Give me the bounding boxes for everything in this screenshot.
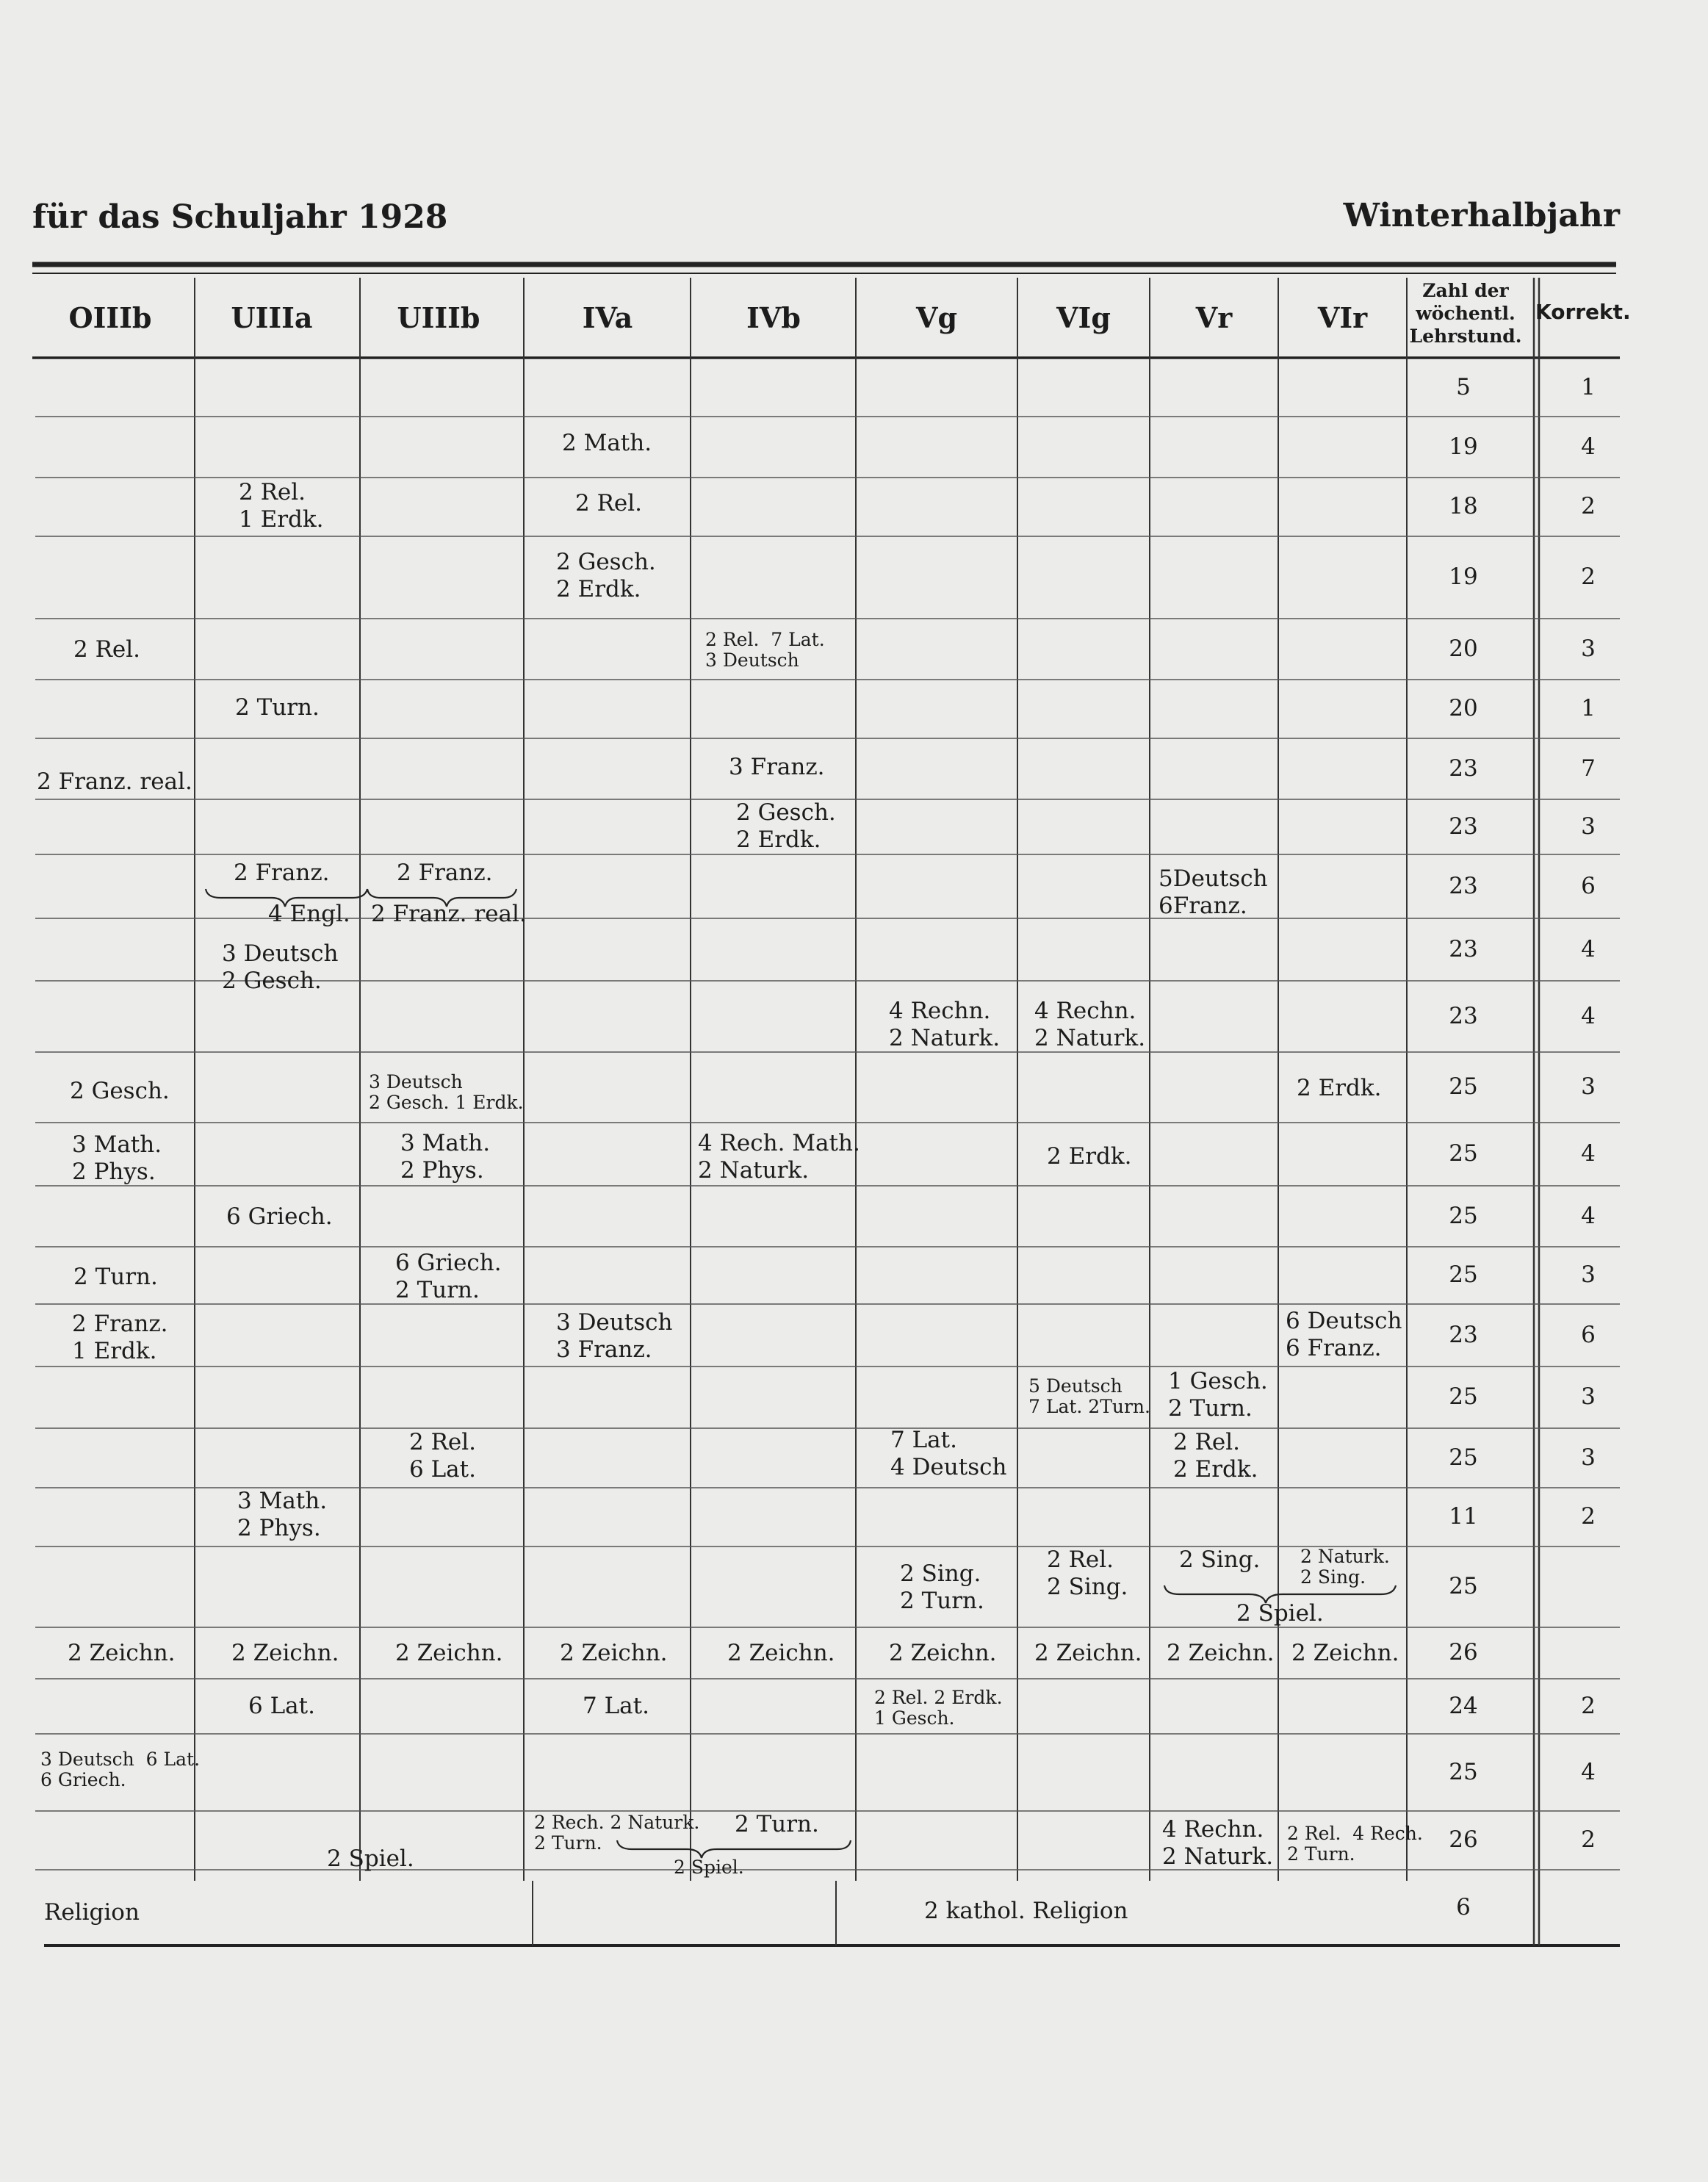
cell-r9-uiiia-combined: 4 Engl. [268,901,350,927]
col-header-vig: VIg [1056,301,1111,334]
cell-r14-uiiia: 6 Griech. [226,1203,333,1230]
cell-r24-iva-ivb-combined: 2 Spiel. [674,1857,744,1878]
cell-r10-uiiia: 3 Deutsch 2 Gesch. [222,940,339,994]
cell-r22-vg: 2 Rel. 2 Erdk. 1 Gesch. [874,1687,1003,1729]
cell-r24-vir: 2 Rel. 4 Rech. 2 Turn. [1287,1823,1423,1865]
cell-r8-ivb: 2 Gesch. 2 Erdk. [736,799,836,853]
weekly-hours-value: 26 [1449,1826,1478,1853]
cell-r13-ivb: 4 Rech. Math. 2 Naturk. [698,1130,860,1184]
cell-r13-vig: 2 Erdk. [1047,1143,1132,1170]
weekly-hours-value: 23 [1449,813,1478,840]
weekly-hours-value: 20 [1449,635,1478,662]
weekly-hours-value: 20 [1449,695,1478,721]
cell-r7-ivb: 3 Franz. [729,754,825,780]
col-header-uiiib: UIIIb [397,301,480,334]
korrekt-value: 1 [1581,373,1596,400]
cell-r21-vir: 2 Zeichn. [1291,1640,1399,1666]
weekly-hours-value: 11 [1449,1503,1478,1530]
weekly-hours-value: 23 [1449,935,1478,962]
korrekt-value: 7 [1581,755,1596,782]
cell-r20-vir: 2 Naturk. 2 Sing. [1300,1546,1390,1588]
cell-r5-oiiib: 2 Rel. [73,636,141,663]
cell-r12-oiiib: 2 Gesch. [70,1078,170,1104]
cell-r21-uiiib: 2 Zeichn. [395,1640,503,1666]
cell-r21-iva: 2 Zeichn. [560,1640,668,1666]
korrekt-value: 4 [1581,1758,1596,1785]
cell-r16-iva: 3 Deutsch 3 Franz. [556,1309,673,1363]
cell-r20-vig: 2 Rel. 2 Sing. [1047,1547,1128,1600]
cell-r24-iva: 2 Rech. 2 Naturk. 2 Turn. [534,1812,700,1854]
korrekt-value: 2 [1581,1503,1596,1530]
weekly-hours-value: 25 [1449,1073,1478,1100]
col-header-ivb: IVb [746,301,801,334]
weekly-hours-value: 25 [1449,1444,1478,1471]
cell-r16-oiiib: 2 Franz. 1 Erdk. [72,1311,168,1364]
korrekt-value: 3 [1581,1444,1596,1471]
weekly-hours-value: 25 [1449,1573,1478,1599]
col-header-weekly-hours: Zahl der wöchentl. Lehrstund. [1409,280,1522,347]
cell-r18-uiiib: 2 Rel. 6 Lat. [409,1429,477,1483]
cell-r12-uiiib: 3 Deutsch 2 Gesch. 1 Erdk. [369,1071,524,1113]
cell-r12-vir: 2 Erdk. [1297,1075,1382,1101]
korrekt-value: 6 [1581,1321,1596,1348]
col-header-oiiib: OIIIb [68,301,152,334]
korrekt-value: 2 [1581,493,1596,519]
cell-r21-vig: 2 Zeichn. [1034,1640,1142,1666]
cell-r9-uiiib: 2 Franz. [397,860,493,886]
col-header-vir: VIr [1317,301,1368,334]
cell-r21-vg: 2 Zeichn. [889,1640,997,1666]
weekly-hours-value: 5 [1456,373,1471,400]
weekly-hours-value: 25 [1449,1202,1478,1229]
cell-r21-oiiib: 2 Zeichn. [68,1640,176,1666]
cell-r5-ivb: 2 Rel. 7 Lat. 3 Deutsch [705,629,825,671]
korrekt-value: 3 [1581,1073,1596,1100]
cell-r13-uiiib: 3 Math. 2 Phys. [400,1130,491,1184]
korrekt-value: 1 [1581,695,1596,721]
cell-r11-vg: 4 Rechn. 2 Naturk. [889,998,1001,1051]
weekly-hours-value: 19 [1449,563,1478,590]
korrekt-value: 2 [1581,563,1596,590]
cell-r24-uiiia-uiiib-combined: 2 Spiel. [327,1846,414,1872]
cell-r24-ivb: 2 Turn. [735,1811,819,1837]
korrekt-value: 3 [1581,1383,1596,1410]
cell-r13-oiiib: 3 Math. 2 Phys. [72,1131,162,1185]
korrekt-value: 2 [1581,1826,1596,1853]
school-year-title: für das Schuljahr 1928 [32,198,448,236]
korrekt-value: 2 [1581,1692,1596,1719]
weekly-hours-value: 24 [1449,1692,1478,1719]
cell-r11-vig: 4 Rechn. 2 Naturk. [1034,998,1146,1051]
cell-r15-oiiib: 2 Turn. [73,1264,158,1290]
weekly-hours-value: 25 [1449,1383,1478,1410]
cell-r16-vir: 6 Deutsch 6 Franz. [1286,1308,1402,1361]
cell-r25-catholic-religion: 2 kathol. Religion [924,1898,1128,1924]
cell-r9-uiiia: 2 Franz. [234,860,330,886]
korrekt-value: 4 [1581,433,1596,460]
half-year-title: Winterhalbjahr [1343,197,1620,234]
cell-r2-iva: 2 Math. [562,430,652,456]
weekly-hours-value: 18 [1449,493,1478,519]
korrekt-value: 3 [1581,635,1596,662]
cell-r15-uiiib: 6 Griech. 2 Turn. [395,1250,502,1303]
cell-r19-uiiia: 3 Math. 2 Phys. [237,1488,328,1541]
cell-r4-iva: 2 Gesch. 2 Erdk. [556,549,656,602]
weekly-hours-value: 25 [1449,1140,1478,1167]
col-header-vr: Vr [1195,301,1233,334]
korrekt-value: 6 [1581,872,1596,899]
weekly-hours-value: 23 [1449,1002,1478,1029]
cell-r22-uiiia: 6 Lat. [248,1693,315,1719]
korrekt-value: 4 [1581,1202,1596,1229]
cell-r24-vr: 4 Rechn. 2 Naturk. [1162,1816,1274,1870]
korrekt-value: 4 [1581,1140,1596,1167]
cell-r6-uiiia: 2 Turn. [235,694,320,721]
cell-r17-vig: 5 Deutsch 7 Lat. 2Turn. [1028,1375,1150,1417]
col-header-korrekt: Korrekt. [1535,300,1631,324]
cell-r3-iva: 2 Rel. [575,490,643,516]
weekly-hours-value: 6 [1456,1893,1471,1920]
korrekt-value: 4 [1581,1002,1596,1029]
korrekt-value: 3 [1581,1261,1596,1288]
korrekt-value: 4 [1581,935,1596,962]
weekly-hours-value: 26 [1449,1639,1478,1666]
cell-r18-vg: 7 Lat. 4 Deutsch [890,1427,1007,1480]
cell-r20-vr-vir-combined: 2 Spiel. [1236,1600,1324,1627]
cell-r21-ivb: 2 Zeichn. [727,1640,835,1666]
cell-r7-oiiib: 2 Franz. real. [37,768,192,795]
korrekt-value: 3 [1581,813,1596,840]
cell-r9-vr: 5Deutsch 6Franz. [1159,865,1268,919]
cell-r17-vr: 1 Gesch. 2 Turn. [1168,1368,1268,1422]
weekly-hours-value: 25 [1449,1261,1478,1288]
cell-r21-uiiia: 2 Zeichn. [231,1640,339,1666]
cell-r18-vr: 2 Rel. 2 Erdk. [1173,1429,1258,1483]
cell-r25-religion-label: Religion [44,1899,140,1926]
col-header-iva: IVa [582,301,633,334]
cell-r23-oiiib: 3 Deutsch 6 Lat. 6 Griech. [40,1749,201,1790]
cell-r9-uiiib-combined: 2 Franz. real. [371,901,527,927]
cell-r22-iva: 7 Lat. [583,1693,649,1719]
weekly-hours-value: 23 [1449,1321,1478,1348]
cell-r21-vr: 2 Zeichn. [1167,1640,1275,1666]
weekly-hours-value: 19 [1449,433,1478,460]
cell-r3-uiiia: 2 Rel. 1 Erdk. [239,479,324,533]
weekly-hours-value: 23 [1449,872,1478,899]
cell-r20-vg: 2 Sing. 2 Turn. [900,1560,984,1614]
weekly-hours-value: 25 [1449,1758,1478,1785]
col-header-uiiia: UIIIa [231,301,313,334]
cell-r20-vr: 2 Sing. [1179,1547,1261,1573]
col-header-vg: Vg [915,301,958,334]
weekly-hours-value: 23 [1449,755,1478,782]
